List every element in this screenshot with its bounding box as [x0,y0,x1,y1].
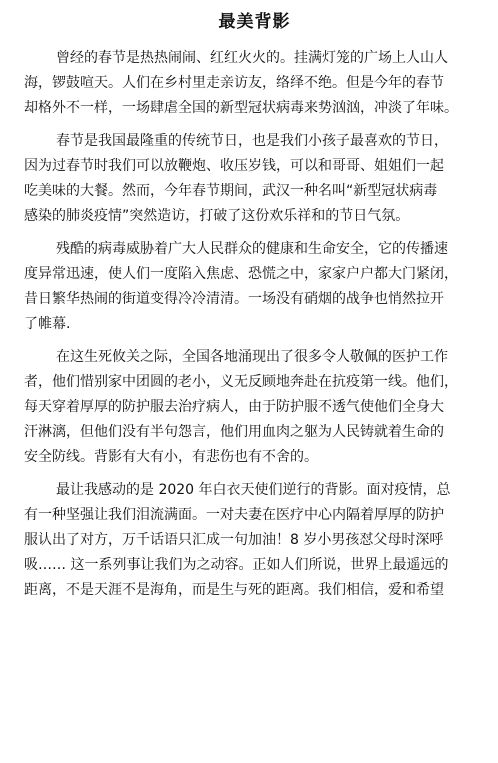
document-title: 最美背影 [218,12,291,32]
text-line: 距离，不是天涯不是海角，而是生与死的距离。我们相信，爱和希望 [24,582,444,598]
text-line: 了帷幕. [24,316,71,332]
text-line: 曾经的春节是热热闹闹、红红火火的。挂满灯笼的广场上人山人 [56,50,448,66]
text-line: 海，锣鼓喧天。人们在乡村里走亲访友，络绎不绝。但是今年的春节 [24,75,444,91]
text-line: 服认出了对方，万千话语只汇成一句加油！8 岁小男孩怼父母时深呼 [24,532,444,548]
paragraph-2 [24,129,485,229]
text-line: 因为过春节时我们可以放鞭炮、收压岁钱，可以和哥哥、姐姐们一起 [24,158,444,174]
text-line: 每天穿着厚厚的防护服去治疗病人，由于防护服不透气使他们全身大 [24,399,444,415]
text-line: 却格外不一样，一场肆虐全国的新型冠状病毒来势汹汹，冲淡了年味。 [24,100,458,116]
paragraph-4 [24,345,485,470]
text-line: 在这生死攸关之际，全国各地涌现出了很多令人敬佩的医护工作 [56,349,448,365]
paragraph-1 [24,46,485,121]
text-line: 残酷的病毒威胁着广大人民群众的健康和生命安全，它的传播速 [56,241,448,257]
text-line: 最让我感动的是 2020 年白衣天使们逆行的背影。面对疫情，总 [56,482,451,498]
paragraph-5 [24,478,485,603]
text-line: 有一种坚强让我们泪流满面。一对夫妻在医疗中心内隔着厚厚的防护 [24,507,444,523]
text-line: 安全防线。背影有大有小，有悲伤也有不舍的。 [24,449,318,465]
text-line: 吸…… 这一系列事让我们为之动容。正如人们所说，世界上最遥远的 [24,557,449,573]
text-line: 度异常迅速，使人们一度陷入焦虑、恐慌之中，家家户户都大门紧闭， [24,266,458,282]
text-line: 吃美味的大餐。然而，今年春节期间，武汉一种名叫“新型冠状病毒 [24,183,438,199]
text-line: 昔日繁华热闹的街道变得冷冷清清。一场没有硝烟的战争也悄然拉开 [24,291,444,307]
text-line: 者，他们惜别家中团圆的老小，义无反顾地奔赴在抗疫第一线。他们， [24,374,458,390]
text-line: 春节是我国最隆重的传统节日，也是我们小孩子最喜欢的节日， [56,133,448,149]
text-line: 汗淋漓，但他们没有半句怨言，他们用血肉之躯为人民铸就着生命的 [24,424,444,440]
text-line: 感染的肺炎疫情”突然造访，打破了这份欢乐祥和的节日气氛。 [24,208,410,224]
paragraph-3 [24,237,485,337]
